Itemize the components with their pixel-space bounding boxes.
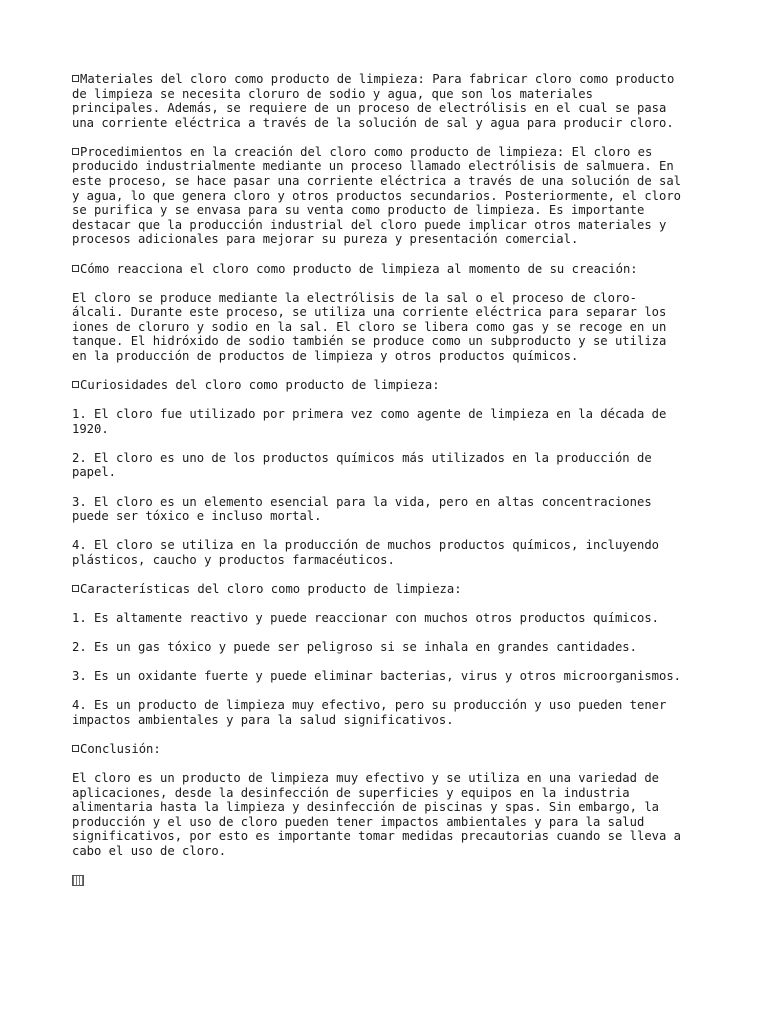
caracteristica-item-3: 3. Es un oxidante fuerte y puede eliminar bacterias, virus y otros microorganismos. (72, 669, 682, 684)
bullet-box-icon (72, 148, 79, 155)
heading-curiosidades: Curiosidades del cloro como producto de limpieza: (72, 378, 712, 393)
curiosidad-item-3: 3. El cloro es un elemento esencial para la vida, pero en altas concentraciones puede ser tóxico e incluso mortal. (72, 494, 652, 524)
paragraph-reaccion: El cloro se produce mediante la electrólisis de la sal o el proceso de cloro- álcali. Durante este proceso, se utiliza una corriente eléctrica para separar los iones de cloruro y sodio en la sal. El cloro se libera como gas y se recoge en un tanque. El hidróxido de sodio también se produce como un subproducto y se utiliza en la producción de productos de limpieza y otros productos químicos. (72, 290, 667, 363)
curiosidad-item-2: 2. El cloro es uno de los productos químicos más utilizados en la producción de papel. (72, 450, 652, 480)
bullet-box-icon (72, 585, 79, 592)
unrendered-glyph-icon (72, 873, 712, 890)
paragraph-materiales: Materiales del cloro como producto de limpieza: Para fabricar cloro como producto de limpieza se necesita cloruro de sodio y agua, que son los materiales principales. Además, se requiere de un proceso de electrólisis en el cual se pasa una corriente eléctrica a través de la solución de sal y agua para producir cloro. (72, 72, 675, 130)
paragraph-procedimientos: Procedimientos en la creación del cloro como producto de limpieza: El cloro es producido industrialmente mediante un proceso llamado electrólisis de salmuera. En este proceso, se hace pasar una corriente eléctrica a través de una solución de sal y agua, lo que genera cloro y otros productos secundarios. Posteriormente, el cloro se purifica y se envasa para su venta como producto de limpieza. Es importante destacar que la producción industrial del cloro puede implicar otros materiales y procesos adicionales para mejorar su pureza y presentación comercial. (72, 144, 682, 247)
bullet-box-icon (72, 75, 79, 82)
document-page (72, 72, 712, 890)
paragraph-conclusion: El cloro es un producto de limpieza muy efectivo y se utiliza en una variedad de aplicaciones, desde la desinfección de superficies y equipos en la industria alimentaria hasta la limpieza y desinfección de piscinas y spas. Sin embargo, la producción y el uso de cloro pueden tener impactos ambientales y para la salud significativos, por esto es importante tomar medidas precautorias cuando se lleva a cabo el uso de cloro. (72, 771, 682, 859)
curiosidad-item-1: 1. El cloro fue utilizado por primera vez como agente de limpieza en la década de 1920. (72, 407, 667, 436)
caracteristica-item-1: 1. Es altamente reactivo y puede reaccionar con muchos otros productos químicos. (72, 611, 659, 626)
heading-caracteristicas: Características del cloro como producto de limpieza: (72, 582, 712, 597)
bullet-box-icon (72, 265, 79, 272)
bullet-box-icon (72, 745, 79, 752)
bullet-box-icon (72, 381, 79, 388)
heading-conclusion: Conclusión: (72, 742, 712, 757)
caracteristica-item-2: 2. Es un gas tóxico y puede ser peligroso si se inhala en grandes cantidades. (72, 640, 637, 655)
heading-como-reacciona: Cómo reacciona el cloro como producto de limpieza al momento de su creación: (72, 262, 712, 277)
curiosidad-item-4: 4. El cloro se utiliza en la producción de muchos productos químicos, incluyendo plásticos, caucho y productos farmacéuticos. (72, 538, 659, 567)
caracteristica-item-4: 4. Es un producto de limpieza muy efectivo, pero su producción y uso pueden tener impactos ambientales y para la salud significativos. (72, 698, 667, 727)
